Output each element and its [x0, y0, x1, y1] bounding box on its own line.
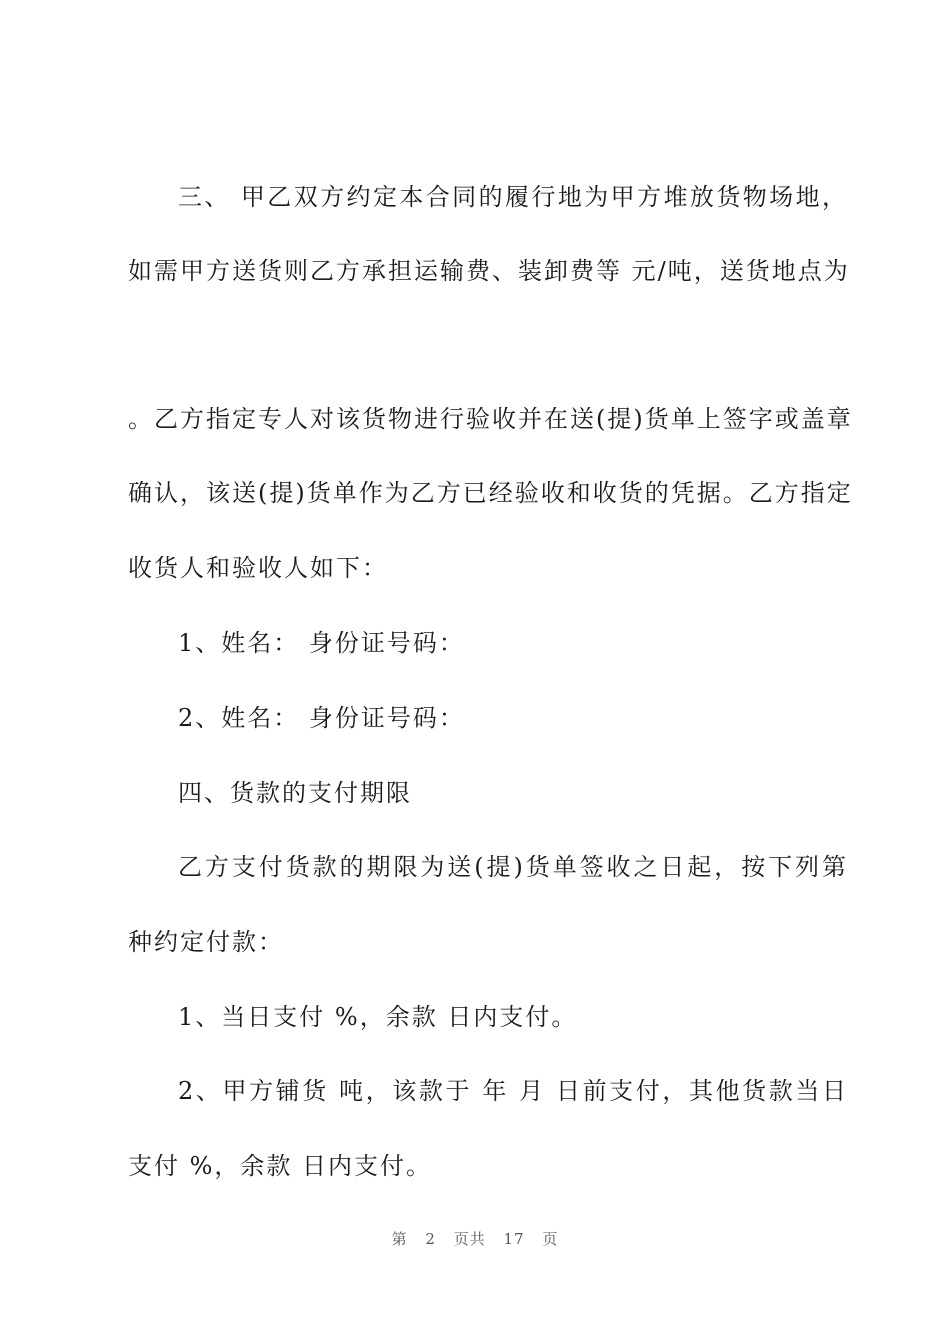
footer-prefix: 第	[391, 1230, 408, 1248]
page-footer	[0, 1228, 950, 1249]
paragraph-line: 支付 %，余款 日内支付。	[128, 1152, 433, 1180]
paragraph-line: 种约定付款：	[128, 928, 284, 956]
paragraph-line: 乙方支付货款的期限为送(提)货单签收之日起，按下列第	[178, 853, 848, 881]
paragraph-line: 1、姓名： 身份证号码：	[178, 629, 465, 657]
paragraph-line: 收货人和验收人如下：	[128, 554, 388, 582]
paragraph-line: 2、甲方铺货 吨，该款于 年 月 日前支付，其他货款当日	[178, 1077, 848, 1105]
footer-middle: 页共	[453, 1230, 486, 1248]
footer-suffix: 页	[542, 1230, 559, 1248]
paragraph-line: 。乙方指定专人对该货物进行验收并在送(提)货单上签字或盖章	[128, 405, 853, 433]
paragraph-line: 2、姓名： 身份证号码：	[178, 704, 465, 732]
footer-total-pages: 17	[503, 1230, 525, 1248]
paragraph-line: 确认，该送(提)货单作为乙方已经验收和收货的凭据。乙方指定	[128, 479, 853, 507]
paragraph-line: 1、当日支付 %，余款 日内支付。	[178, 1003, 578, 1031]
paragraph-line: 如需甲方送货则乙方承担运输费、装卸费等 元/吨，送货地点为	[128, 257, 850, 285]
footer-page-number: 2	[425, 1230, 436, 1248]
section-heading: 四、货款的支付期限	[178, 779, 412, 807]
paragraph-line: 三、 甲乙双方约定本合同的履行地为甲方堆放货物场地，	[178, 183, 848, 211]
